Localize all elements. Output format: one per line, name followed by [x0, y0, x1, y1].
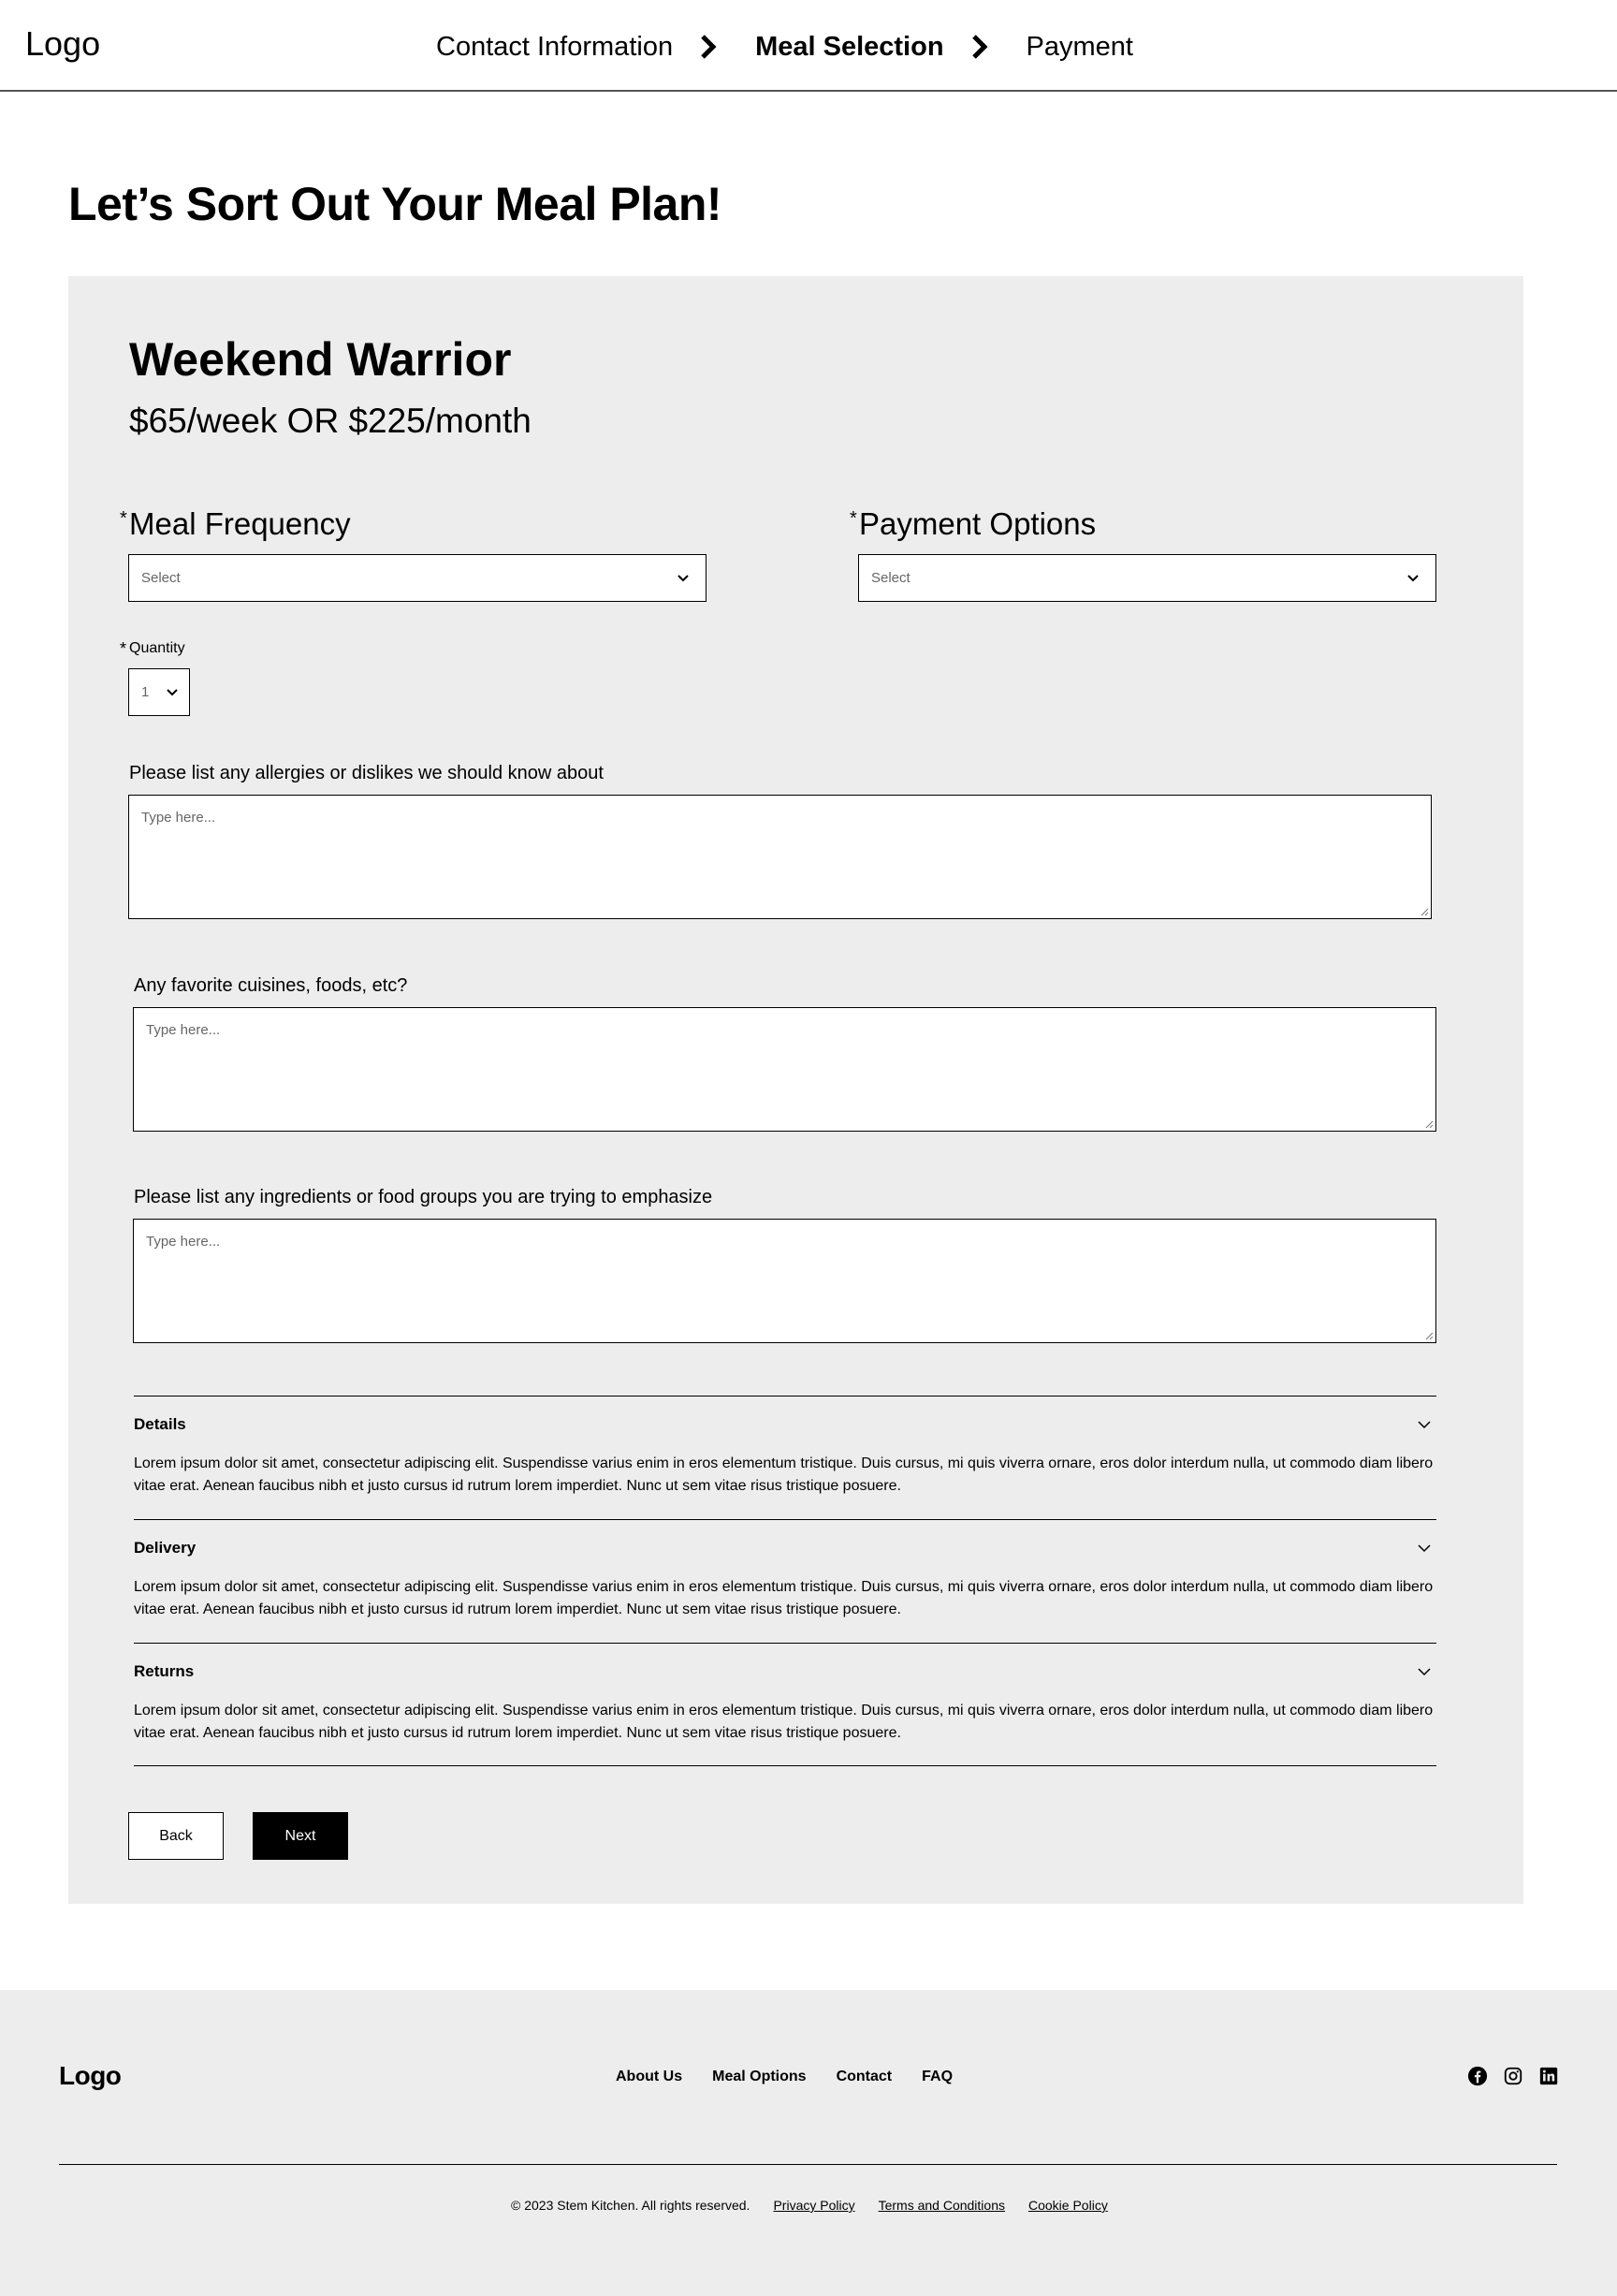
ingredients-label: Please list any ingredients or food groups you are trying to emphasize	[134, 1187, 713, 1207]
chevron-right-icon	[699, 34, 718, 60]
allergies-textarea[interactable]	[128, 795, 1432, 919]
social-links	[1467, 2066, 1559, 2086]
accordion-item-returns[interactable]	[134, 1643, 1436, 1766]
next-button[interactable]: Next	[253, 1812, 348, 1860]
faq-accordion	[134, 1396, 1436, 1766]
meal-frequency-value: Select	[141, 570, 181, 586]
footer	[0, 1990, 1617, 2296]
privacy-policy-link[interactable]: Privacy Policy	[773, 2198, 855, 2213]
header-logo[interactable]: Logo	[25, 24, 101, 63]
resize-handle-icon[interactable]	[1424, 1331, 1434, 1340]
resize-handle-icon[interactable]	[1424, 1119, 1434, 1129]
top-navigation-bar	[0, 0, 1617, 92]
ingredients-placeholder: Type here...	[146, 1234, 221, 1250]
accordion-text: Lorem ipsum dolor sit amet, consectetur adipiscing elit. Suspendisse varius enim in eros elementum tristique. Duis cursus, mi quis viverra ornare, eros dolor interdum nulla, ut commodo diam libero vitae erat. Aenean faucibus nibh et justo cursus id rutrum lorem imperdiet. Nunc ut sem vitae risus tristique posuere.	[134, 1579, 1434, 1617]
plan-name: Weekend Warrior	[129, 333, 512, 386]
required-mark: *	[120, 639, 127, 658]
accordion-text: Lorem ipsum dolor sit amet, consectetur adipiscing elit. Suspendisse varius enim in eros elementum tristique. Duis cursus, mi quis viverra ornare, eros dolor interdum nulla, ut commodo diam libero vitae erat. Aenean faucibus nibh et justo cursus id rutrum lorem imperdiet. Nunc ut sem vitae risus tristique posuere.	[134, 1455, 1434, 1494]
payment-options-value: Select	[871, 570, 910, 586]
footer-link-meal-options[interactable]: Meal Options	[712, 2069, 807, 2084]
instagram-icon[interactable]	[1503, 2066, 1523, 2086]
required-mark: *	[120, 508, 127, 529]
ingredients-textarea[interactable]	[133, 1219, 1436, 1343]
resize-handle-icon[interactable]	[1420, 907, 1429, 916]
accordion-item-details[interactable]	[134, 1396, 1436, 1519]
accordion-item-delivery[interactable]	[134, 1519, 1436, 1643]
quantity-label: Quantity	[129, 640, 185, 656]
footer-logo[interactable]: Logo	[59, 2061, 122, 2090]
payment-options-select[interactable]	[858, 554, 1436, 602]
accordion-title[interactable]: Details	[134, 1415, 186, 1433]
meal-frequency-label: Meal Frequency	[129, 506, 351, 541]
cookie-policy-link[interactable]: Cookie Policy	[1028, 2198, 1108, 2213]
favorites-label: Any favorite cuisines, foods, etc?	[134, 975, 408, 996]
step-payment[interactable]: Payment	[1026, 31, 1133, 62]
meal-plan-card	[68, 276, 1523, 1904]
favorites-placeholder: Type here...	[146, 1022, 221, 1038]
chevron-down-icon[interactable]	[1416, 1663, 1433, 1680]
chevron-down-icon[interactable]	[1416, 1416, 1433, 1433]
chevron-down-icon	[1406, 571, 1420, 586]
footer-link-faq[interactable]: FAQ	[922, 2069, 954, 2084]
terms-and-conditions-link[interactable]: Terms and Conditions	[878, 2198, 1005, 2213]
footer-nav	[616, 2069, 953, 2085]
quantity-value: 1	[141, 684, 150, 700]
linkedin-icon[interactable]	[1538, 2066, 1559, 2086]
accordion-title[interactable]: Delivery	[134, 1539, 197, 1557]
page-title: Let’s Sort Out Your Meal Plan!	[68, 178, 722, 230]
footer-link-contact[interactable]: Contact	[836, 2069, 893, 2084]
payment-options-label: Payment Options	[859, 506, 1097, 541]
facebook-icon[interactable]	[1467, 2066, 1488, 2086]
footer-legal	[511, 2198, 1108, 2213]
footer-link-about-us[interactable]: About Us	[616, 2069, 683, 2084]
allergies-placeholder: Type here...	[141, 810, 216, 826]
chevron-down-icon	[676, 571, 691, 586]
copyright-text: © 2023 Stem Kitchen. All rights reserved.	[511, 2198, 750, 2213]
allergies-label: Please list any allergies or dislikes we should know about	[129, 763, 604, 783]
chevron-right-icon	[970, 34, 989, 60]
meal-frequency-select[interactable]	[128, 554, 707, 602]
required-mark: *	[850, 508, 857, 529]
step-meal-selection[interactable]: Meal Selection	[755, 31, 944, 62]
chevron-down-icon[interactable]	[1416, 1540, 1433, 1557]
chevron-down-icon	[165, 685, 180, 700]
quantity-select[interactable]	[128, 668, 190, 716]
checkout-steps	[436, 28, 1133, 66]
favorites-textarea[interactable]	[133, 1007, 1436, 1132]
back-button[interactable]: Back	[128, 1812, 224, 1860]
footer-divider	[59, 2164, 1557, 2165]
plan-price: $65/week OR $225/month	[129, 402, 532, 440]
accordion-text: Lorem ipsum dolor sit amet, consectetur adipiscing elit. Suspendisse varius enim in eros elementum tristique. Duis cursus, mi quis viverra ornare, eros dolor interdum nulla, ut commodo diam libero vitae erat. Aenean faucibus nibh et justo cursus id rutrum lorem imperdiet. Nunc ut sem vitae risus tristique posuere.	[134, 1703, 1434, 1741]
step-contact-information[interactable]: Contact Information	[436, 31, 674, 62]
accordion-title[interactable]: Returns	[134, 1662, 195, 1680]
